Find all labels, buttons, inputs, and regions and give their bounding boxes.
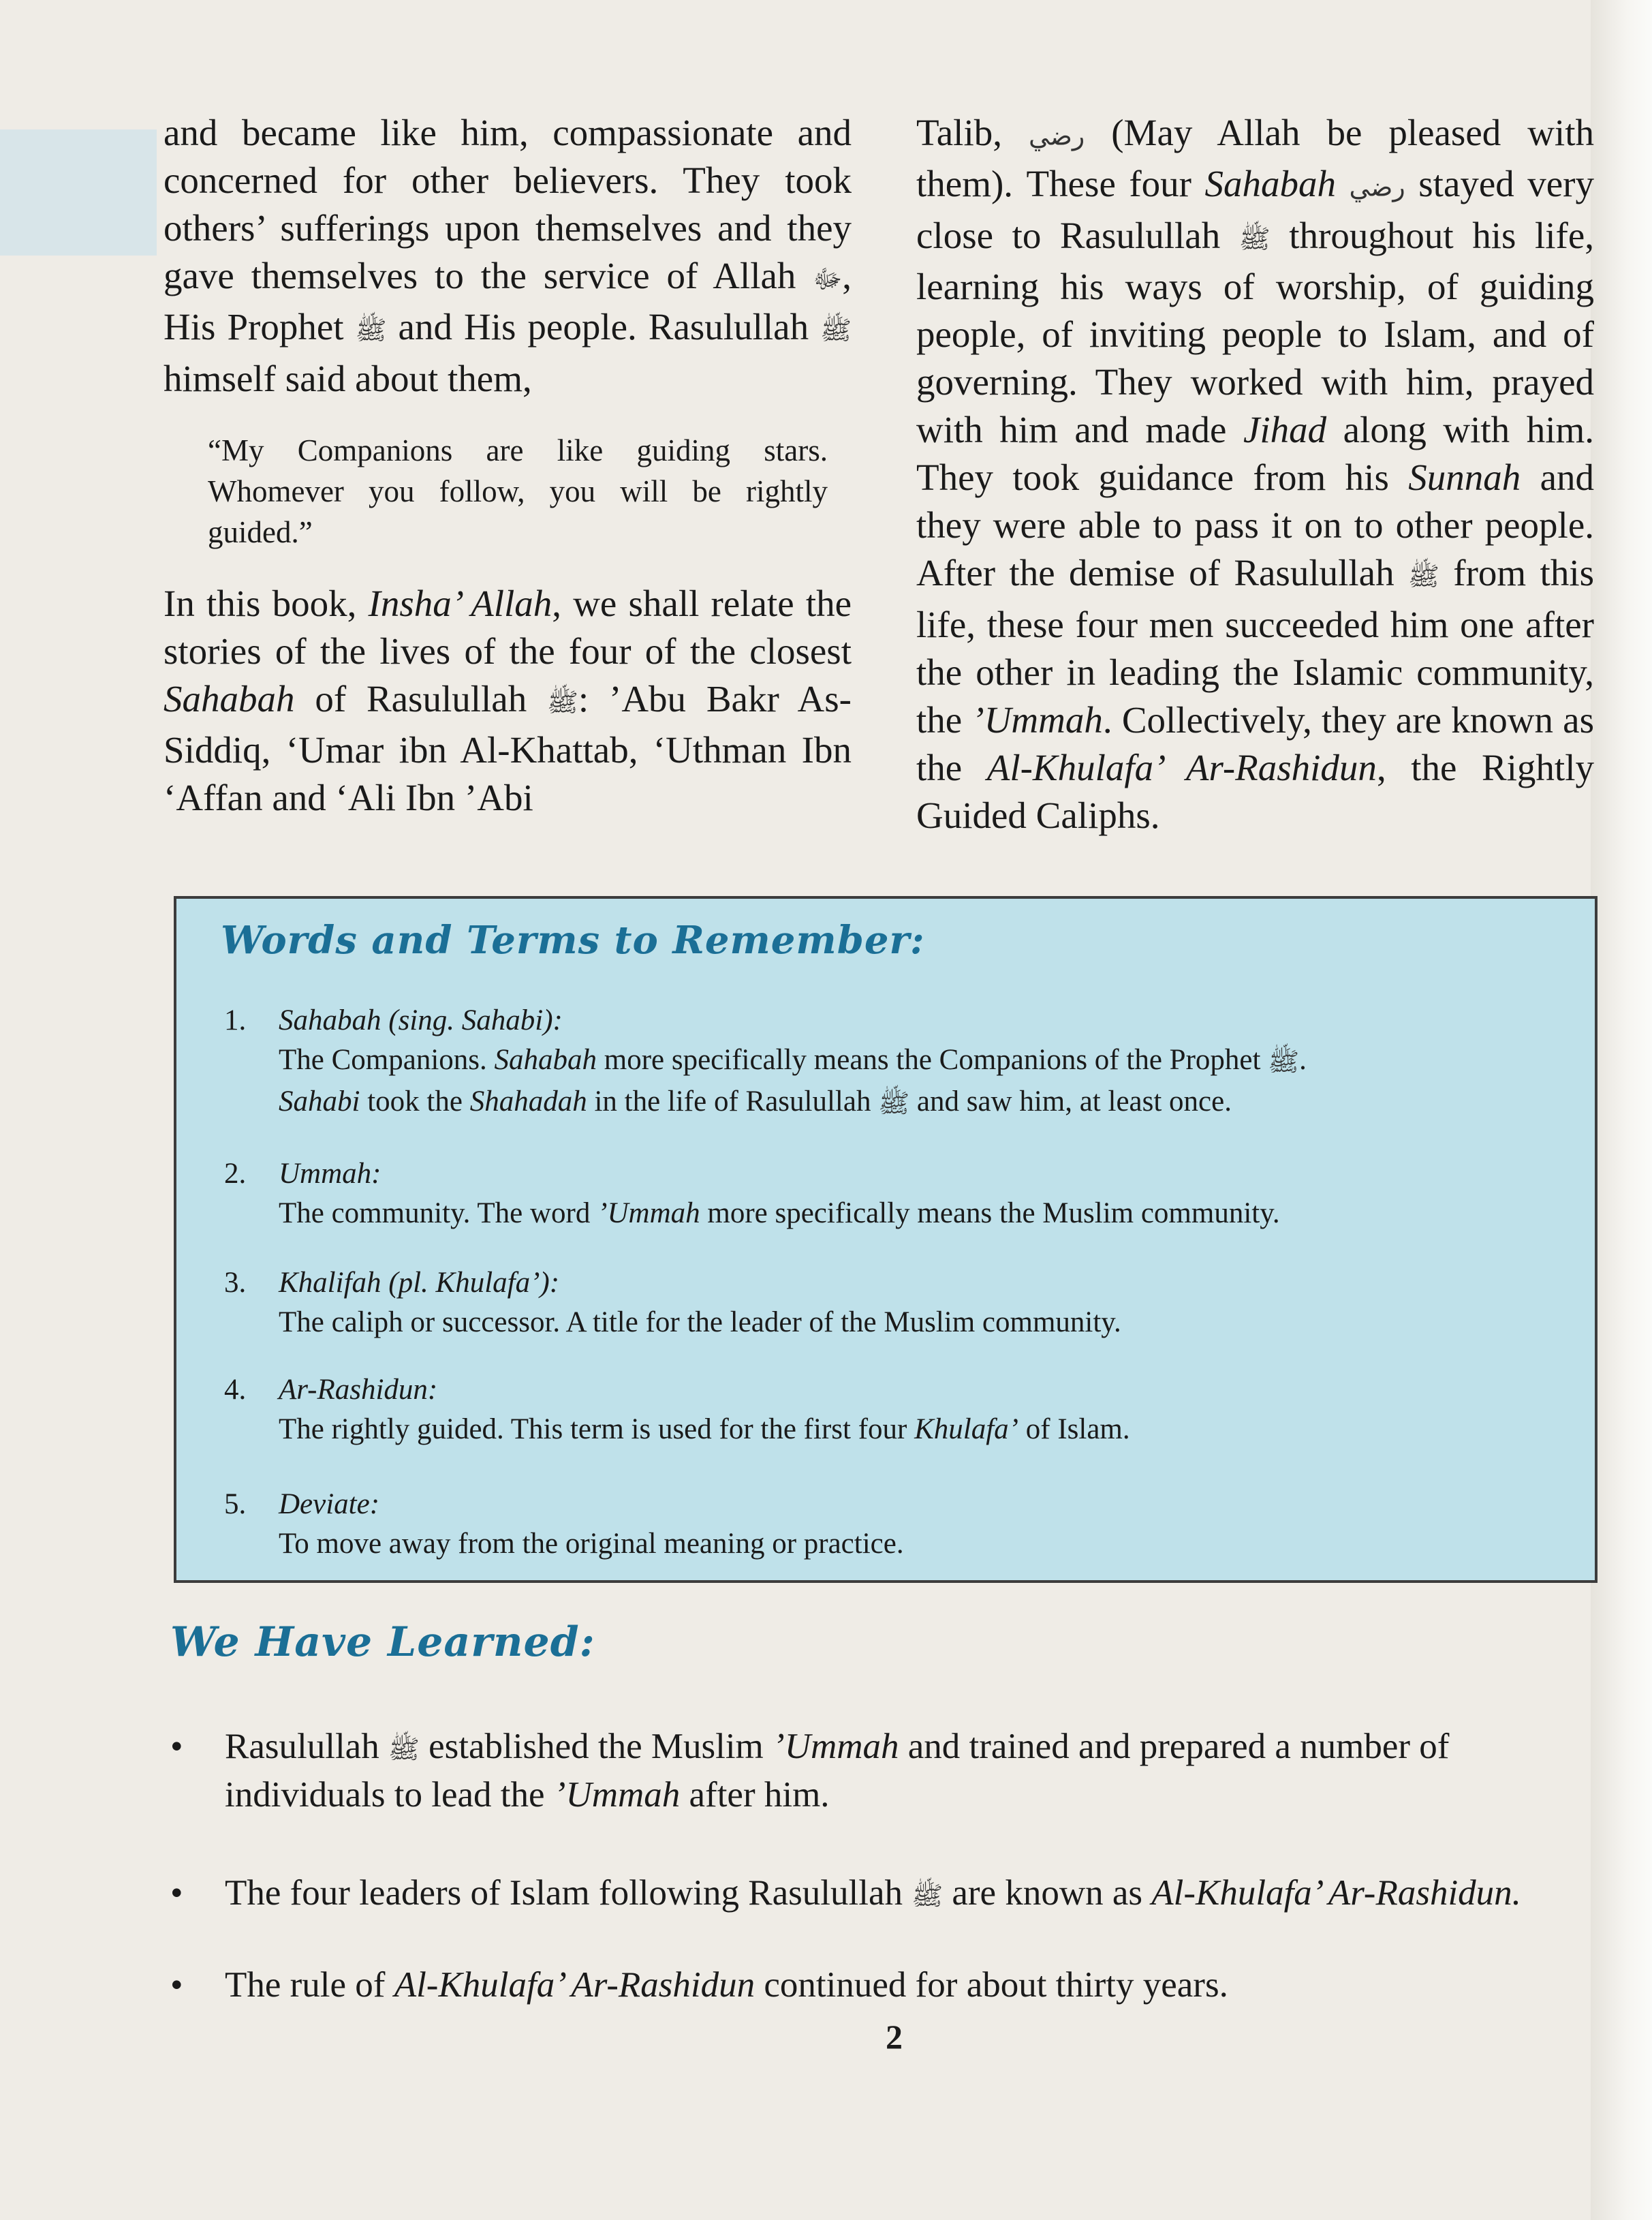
bullet-icon: • bbox=[170, 1873, 183, 1913]
left-column bbox=[163, 109, 852, 822]
term-name: Ar-Rashidun: bbox=[279, 1374, 438, 1406]
right-column bbox=[916, 109, 1594, 839]
salawat-glyph-icon: ﷺ bbox=[911, 1881, 944, 1911]
bullet-icon: • bbox=[170, 1727, 183, 1766]
bullet-icon: • bbox=[170, 1965, 183, 2005]
left-paragraph-2: In this book, Insha’ Allah, we shall relate the stories of the lives of the four of the closest Sahabah of Rasulullah ﷺ: ’Abu Bakr As-Siddiq, ‘Umar ibn Al-Khattab, ‘Uthman Ibn ‘Affan and ‘Ali Ibn ’Abi bbox=[163, 582, 852, 819]
term-item: 4. Ar-Rashidun: The rightly guided. This term is used for the first four Khulafa’ of Islam. bbox=[224, 1370, 1573, 1449]
left-paragraph-1: and became like him, compassionate and concerned for other believers. They took others’ sufferings upon themselves and they gave themselves to the service of Allah ﷻ, His Prophet ﷺ and His people. Rasulullah ﷺ himself said about them, bbox=[163, 112, 852, 399]
term-definition: To move away from the original meaning or practice. bbox=[279, 1528, 904, 1560]
term-name: Khalifah (pl. Khulafa’): bbox=[279, 1267, 560, 1299]
term-definition: The rightly guided. This term is used for the first four Khulafa’ of Islam. bbox=[279, 1413, 1130, 1445]
term-name: Ummah: bbox=[279, 1158, 381, 1190]
salawat-glyph-icon: ﷺ bbox=[388, 1735, 420, 1764]
salawat-glyph-icon: ﷺ bbox=[820, 316, 852, 345]
salawat-glyph-icon: ﷺ bbox=[1407, 562, 1439, 591]
term-item: 1. Sahabah (sing. Sahabi): The Companions. Sahabah more specifically means the Companions of the Prophet ﷺ. Sahabi took the Shahadah in the life of Rasulullah ﷺ and saw him, at least once. bbox=[224, 1001, 1573, 1124]
salawat-glyph-icon: ﷺ bbox=[878, 1090, 910, 1119]
term-name: Sahabah (sing. Sahabi): bbox=[279, 1004, 563, 1036]
radiallah-glyph-icon: رضي bbox=[1349, 173, 1405, 202]
salawat-glyph-icon: ﷺ bbox=[355, 316, 387, 345]
term-definition: The caliph or successor. A title for the leader of the Muslim community. bbox=[279, 1306, 1121, 1338]
terms-box bbox=[174, 896, 1598, 1583]
salawat-glyph-icon: ﷺ bbox=[1238, 225, 1271, 254]
learned-bullet: • Rasulullah ﷺ established the Muslim ’Ummah and trained and prepared a number of individuals to lead the ’Ummah after him. bbox=[170, 1724, 1601, 1817]
term-item: 5. Deviate: To move away from the original meaning or practice. bbox=[224, 1485, 1573, 1564]
learned-bullet: • The rule of Al-Khulafa’ Ar-Rashidun continued for about thirty years. bbox=[170, 1962, 1601, 2007]
learned-heading: We Have Learned: bbox=[170, 1618, 595, 1666]
bleed-through-band bbox=[0, 129, 157, 256]
hadith-quote: “My Companions are like guiding stars. Whomever you follow, you will be rightly guided.” bbox=[208, 433, 828, 549]
terms-heading: Words and Terms to Remember: bbox=[221, 918, 925, 963]
radiallah-glyph-icon: رضي bbox=[1028, 122, 1085, 151]
salawat-glyph-icon: ﷺ bbox=[1268, 1048, 1300, 1077]
term-item: 2. Ummah: The community. The word ’Ummah more specifically means the Muslim community. bbox=[224, 1154, 1573, 1233]
page-number: 2 bbox=[886, 2018, 903, 2056]
term-definition: The community. The word ’Ummah more specifically means the Muslim community. bbox=[279, 1197, 1280, 1229]
term-name: Deviate: bbox=[279, 1488, 380, 1520]
salawat-glyph-icon: ﷺ bbox=[547, 688, 578, 718]
right-paragraph: Talib, رضي (May Allah be pleased with them). These four Sahabah رضي stayed very close to Rasulullah ﷺ throughout his life, learning his ways of worship, of guiding people, of inviting people to Islam, and of governing. They worked with him, prayed with him and made Jihad along with him. They took guidance from his Sunnah and they were able to pass it on to other people. After the demise of Rasulullah ﷺ from this life, these four men succeeded him one after the other in leading the Islamic community, the ’Ummah. Collectively, they are known as the Al-Khulafa’ Ar-Rashidun, the Rightly Guided Caliphs. bbox=[916, 112, 1595, 836]
term-item: 3. Khalifah (pl. Khulafa’): The caliph or successor. A title for the leader of the Muslim community. bbox=[224, 1263, 1573, 1342]
term-definition: The Companions. Sahabah more specifically means the Companions of the Prophet ﷺ. bbox=[279, 1044, 1307, 1077]
term-definition: Sahabi took the Shahadah in the life of Rasulullah ﷺ and saw him, at least once. bbox=[279, 1085, 1232, 1119]
allah-glyph-icon: ﷻ bbox=[813, 265, 843, 294]
learned-bullet: • The four leaders of Islam following Rasulullah ﷺ are known as Al-Khulafa’ Ar-Rashidun. bbox=[170, 1870, 1601, 1919]
